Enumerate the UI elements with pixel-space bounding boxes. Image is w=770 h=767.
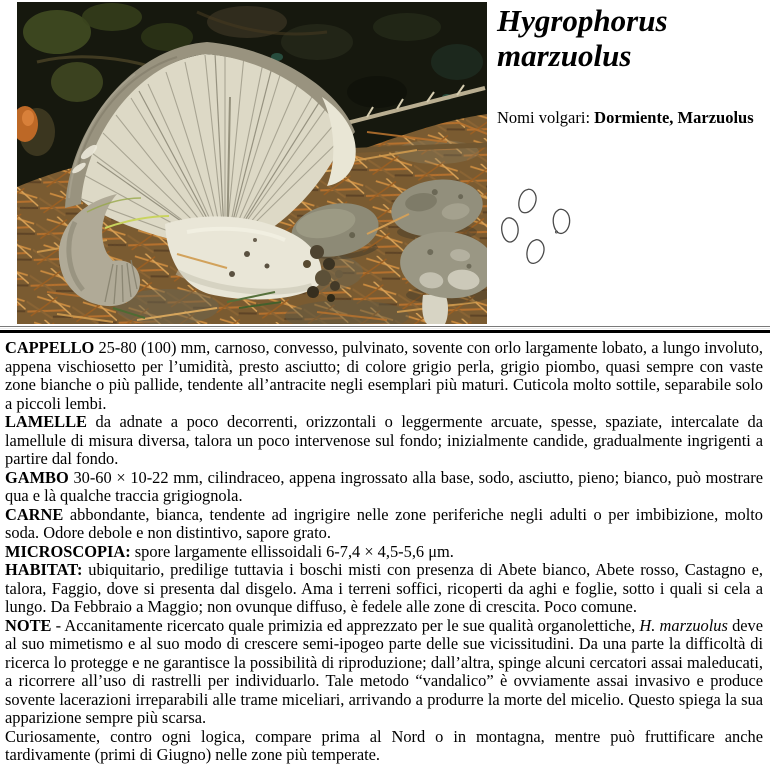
section-text: ubiquitario, predilige tuttavia i boschi misti con presenza di Abete bianco, Abete rosso, Castagno e, talora, Faggio, dove si presenta dal disgelo. Ama i terreni soffici, ricoperti da aghi e foglie, sotto i quali si cela a lungo. Da Febbraio a Maggio; non ovunque diffuso, è fedele alle zone di crescita. Poco comune. [5,560,763,616]
section-label: LAMELLE [5,412,87,431]
common-names-value: Dormiente, Marzuolus [594,108,754,127]
mushroom-photo-illustration [17,2,487,324]
spore-illustration [494,184,594,284]
common-names-label: Nomi volgari: [497,108,591,127]
section-microscopia [5,543,763,562]
common-names [497,108,754,128]
section-label: CAPPELLO [5,338,95,357]
section-habitat [5,561,763,617]
section-label: NOTE [5,615,52,635]
section-lamelle [5,413,763,469]
section-text: da adnate a poco decorrenti, orizzontali o leggermente arcuate, spesse, spaziate, intercalate da lamellule di misura diversa, talora un poco intervenose sul fondo; inizialmente candide, gradualmente ingrigenti a partire dal fondo. [5,412,763,468]
section-gambo [5,469,763,506]
section-text: spore largamente ellissoidali 6-7,4 × 4,5-5,6 μm. [134,541,454,561]
section-note [5,617,763,728]
section-cappello [5,339,763,413]
section-label: MICROSCOPIA: [5,541,131,561]
description-text [0,339,770,765]
note-text-after: deve al suo mimetismo e al suo modo di crescere semi-ipogeo parte delle sue vicissitudini. Da una parte la difficoltà di ricerca lo protegge e ne garantisce la possibilità di riproduzione; dall’altra, spinge alcuni cercatori assai maleducati, a ricorrere all’uso di rastrelli per individuarlo. Tale metodo “vandalico” è ovviamente assai invasivo e produce sovente lacerazioni irreparabili alle trame miceliari, arrivando a produrre la morte del micelio. Questo spiega la sua apparizione sempre più scarsa. [5,615,764,727]
species-title-line1: Hygrophorus [497,3,668,38]
section-carne [5,506,763,543]
species-name-inline: H. marzuolus [639,615,728,635]
section-text: 30-60 × 10-22 mm, cilindraceo, appena ingrossato alla base, sodo, asciutto, pieno; bianco, può mostrare qua e là qualche traccia grigiognola. [5,467,763,505]
mushroom-photo [17,2,487,324]
section-text: 25-80 (100) mm, carnoso, convesso, pulvinato, sovente con orlo largamente lobato, a lungo involuto, appena vischiosetto per l’umidità, presto asciutto; di colore grigio perla, grigio piombo, quasi sempre con vaste zone bianche o più pallide, tendente all’antracite negli esemplari più maturi. Cuticola molto sottile, separabile solo a piccoli lembi. [5,338,763,413]
separator-rule-light [0,328,770,329]
closing-paragraph: Curiosamente, contro ogni logica, compare prima al Nord o in montagna, mentre può fruttificare anche tardivamente (primi di Giugno) nelle zone più temperate. [5,726,763,764]
separator-rule-black [0,330,770,333]
section-label: GAMBO [5,467,69,487]
species-title [497,3,767,73]
note-text-before: - Accanitamente ricercato quale primizia ed apprezzato per le sue qualità organolettiche, [55,615,636,635]
species-title-line2: marzuolus [497,38,632,73]
section-label: HABITAT: [5,560,83,579]
section-label: CARNE [5,504,64,524]
section-text: abbondante, bianca, tendente ad ingrigire nelle zone periferiche negli adulti o per imbibizione, molto soda. Odore debole e non distintivo, sapore grato. [5,504,764,542]
